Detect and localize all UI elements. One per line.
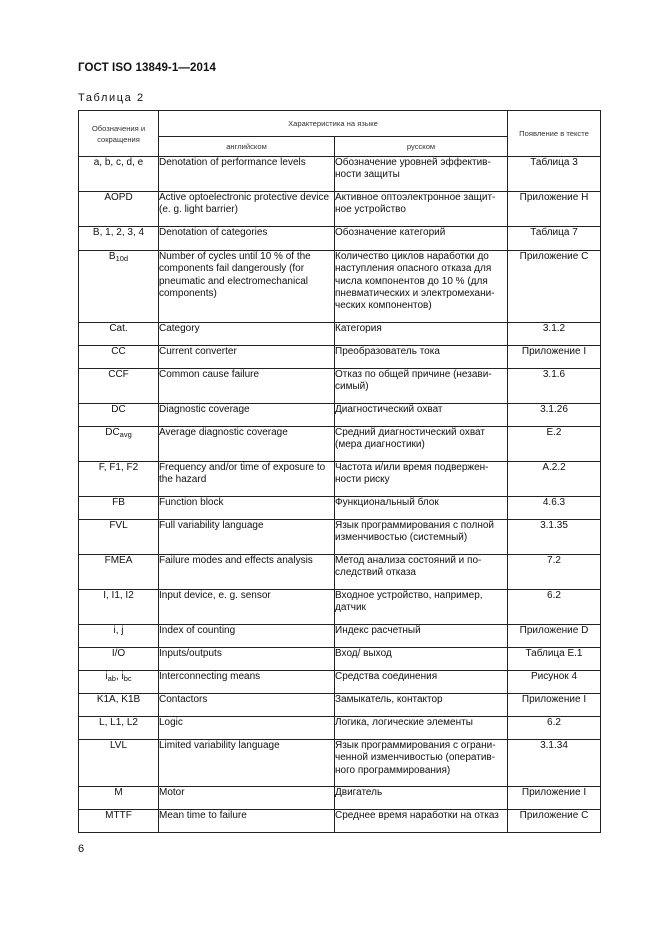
cell-abbreviation: I, I1, I2 bbox=[79, 590, 159, 625]
cell-russian: Вход/ выход bbox=[335, 648, 508, 671]
table-row bbox=[79, 346, 601, 369]
cell-russian: Категория bbox=[335, 323, 508, 346]
cell-russian: Функциональный блок bbox=[335, 497, 508, 520]
cell-abbreviation: F, F1, F2 bbox=[79, 462, 159, 497]
cell-appearance: Приложение I bbox=[508, 346, 601, 369]
cell-english: Active optoelectronic protective device (e. g. light barrier) bbox=[159, 192, 335, 227]
cell-abbreviation: $B_{10d}$ bbox=[79, 251, 159, 323]
table-row bbox=[79, 520, 601, 555]
cell-russian: Активное оптоэлектронное защит-ное устройство bbox=[335, 192, 508, 227]
cell-english: Denotation of performance levels bbox=[159, 157, 335, 192]
cell-appearance: Приложение С bbox=[508, 810, 601, 833]
document-header: ГОСТ ISO 13849-1—2014 bbox=[78, 62, 216, 74]
cell-english: Input device, e. g. sensor bbox=[159, 590, 335, 625]
cell-english: Failure modes and effects analysis bbox=[159, 555, 335, 590]
cell-appearance: 3.1.34 bbox=[508, 740, 601, 787]
cell-english: Limited variability language bbox=[159, 740, 335, 787]
cell-english: Index of counting bbox=[159, 625, 335, 648]
cell-appearance: Рисунок 4 bbox=[508, 671, 601, 694]
header-appearance: Появление в тексте bbox=[508, 111, 601, 157]
cell-abbreviation: $DC_{avg}$ bbox=[79, 427, 159, 462]
header-english: английском bbox=[159, 137, 335, 157]
table-row bbox=[79, 157, 601, 192]
cell-appearance: 6.2 bbox=[508, 717, 601, 740]
table-row bbox=[79, 555, 601, 590]
page-number: 6 bbox=[78, 843, 85, 855]
table-row bbox=[79, 323, 601, 346]
cell-russian: Частота и/или время подвержен-ности риску bbox=[335, 462, 508, 497]
table-row bbox=[79, 192, 601, 227]
table-row bbox=[79, 810, 601, 833]
cell-appearance: Приложение I bbox=[508, 787, 601, 810]
table-caption: Таблица 2 bbox=[78, 92, 145, 104]
cell-abbreviation: LVL bbox=[79, 740, 159, 787]
cell-abbreviation: DC bbox=[79, 404, 159, 427]
cell-abbreviation: $i_{ab}$, $i_{bc}$ bbox=[79, 671, 159, 694]
table-row bbox=[79, 787, 601, 810]
cell-russian: Входное устройство, например, датчик bbox=[335, 590, 508, 625]
cell-appearance: 3.1.2 bbox=[508, 323, 601, 346]
table-row bbox=[79, 625, 601, 648]
cell-abbreviation: I/O bbox=[79, 648, 159, 671]
cell-abbreviation: CCF bbox=[79, 369, 159, 404]
cell-appearance: Таблица Е.1 bbox=[508, 648, 601, 671]
cell-english: Current converter bbox=[159, 346, 335, 369]
table-row bbox=[79, 694, 601, 717]
cell-russian: Средний диагностический охват (мера диагностики) bbox=[335, 427, 508, 462]
cell-english: Category bbox=[159, 323, 335, 346]
cell-english: Full variability language bbox=[159, 520, 335, 555]
cell-english: Motor bbox=[159, 787, 335, 810]
table-row bbox=[79, 427, 601, 462]
cell-russian: Обозначение уровней эффектив-ности защиты bbox=[335, 157, 508, 192]
table-body bbox=[79, 157, 601, 833]
cell-abbreviation: a, b, c, d, e bbox=[79, 157, 159, 192]
table-row bbox=[79, 404, 601, 427]
table-row bbox=[79, 590, 601, 625]
cell-english: Average diagnostic coverage bbox=[159, 427, 335, 462]
table-row bbox=[79, 251, 601, 323]
cell-russian: Отказ по общей причине (незави-симый) bbox=[335, 369, 508, 404]
cell-appearance: 6.2 bbox=[508, 590, 601, 625]
cell-abbreviation: FMEA bbox=[79, 555, 159, 590]
cell-english: Mean time to failure bbox=[159, 810, 335, 833]
cell-russian: Средства соединения bbox=[335, 671, 508, 694]
cell-russian: Среднее время наработки на отказ bbox=[335, 810, 508, 833]
cell-appearance: A.2.2 bbox=[508, 462, 601, 497]
cell-russian: Метод анализа состояний и по-следствий отказа bbox=[335, 555, 508, 590]
cell-appearance: Приложение С bbox=[508, 251, 601, 323]
cell-appearance: 4.6.3 bbox=[508, 497, 601, 520]
cell-appearance: 3.1.6 bbox=[508, 369, 601, 404]
table-row bbox=[79, 717, 601, 740]
cell-abbreviation: K1A, K1B bbox=[79, 694, 159, 717]
cell-appearance: Приложение Н bbox=[508, 192, 601, 227]
cell-english: Function block bbox=[159, 497, 335, 520]
cell-appearance: Таблица 3 bbox=[508, 157, 601, 192]
cell-appearance: 7.2 bbox=[508, 555, 601, 590]
cell-appearance: 3.1.26 bbox=[508, 404, 601, 427]
cell-russian: Индекс расчетный bbox=[335, 625, 508, 648]
cell-english: Frequency and/or time of exposure to the hazard bbox=[159, 462, 335, 497]
cell-abbreviation: i, j bbox=[79, 625, 159, 648]
cell-appearance: Приложение D bbox=[508, 625, 601, 648]
cell-english: Diagnostic coverage bbox=[159, 404, 335, 427]
cell-abbreviation: FVL bbox=[79, 520, 159, 555]
header-russian: русском bbox=[335, 137, 508, 157]
cell-abbreviation: FB bbox=[79, 497, 159, 520]
cell-abbreviation: MTTF bbox=[79, 810, 159, 833]
table-row bbox=[79, 227, 601, 251]
cell-appearance: 3.1.35 bbox=[508, 520, 601, 555]
cell-abbreviation: AOPD bbox=[79, 192, 159, 227]
cell-english: Logic bbox=[159, 717, 335, 740]
cell-appearance: Таблица 7 bbox=[508, 227, 601, 251]
abbreviations-table bbox=[78, 110, 601, 833]
cell-english: Number of cycles until 10 % of the components fail dangerously (for pneumatic and electromechanical components) bbox=[159, 251, 335, 323]
cell-abbreviation: Cat. bbox=[79, 323, 159, 346]
cell-english: Common cause failure bbox=[159, 369, 335, 404]
cell-abbreviation: CC bbox=[79, 346, 159, 369]
cell-russian: Преобразователь тока bbox=[335, 346, 508, 369]
cell-russian: Обозначение категорий bbox=[335, 227, 508, 251]
table-row bbox=[79, 462, 601, 497]
cell-appearance: Приложение I bbox=[508, 694, 601, 717]
header-characteristic: Характеристика на языке bbox=[159, 111, 508, 137]
cell-russian: Замыкатель, контактор bbox=[335, 694, 508, 717]
cell-english: Denotation of categories bbox=[159, 227, 335, 251]
table-row bbox=[79, 497, 601, 520]
cell-abbreviation: B, 1, 2, 3, 4 bbox=[79, 227, 159, 251]
cell-russian: Диагностический охват bbox=[335, 404, 508, 427]
cell-abbreviation: M bbox=[79, 787, 159, 810]
cell-russian: Количество циклов наработки до наступления опасного отказа для числа компонентов до 10 % (для пневматических и электромехани-ческих компонентов) bbox=[335, 251, 508, 323]
table-row bbox=[79, 671, 601, 694]
cell-english: Interconnecting means bbox=[159, 671, 335, 694]
table-row bbox=[79, 740, 601, 787]
table-row bbox=[79, 369, 601, 404]
cell-abbreviation: L, L1, L2 bbox=[79, 717, 159, 740]
cell-english: Contactors bbox=[159, 694, 335, 717]
cell-russian: Язык программирования с ограни-ченной изменчивостью (оператив-ного программирования) bbox=[335, 740, 508, 787]
cell-appearance: E.2 bbox=[508, 427, 601, 462]
table-row bbox=[79, 648, 601, 671]
cell-russian: Язык программирования с полной изменчивостью (системный) bbox=[335, 520, 508, 555]
cell-russian: Логика, логические элементы bbox=[335, 717, 508, 740]
cell-russian: Двигатель bbox=[335, 787, 508, 810]
cell-english: Inputs/outputs bbox=[159, 648, 335, 671]
header-abbr: Обозначения и сокращения bbox=[79, 111, 159, 157]
